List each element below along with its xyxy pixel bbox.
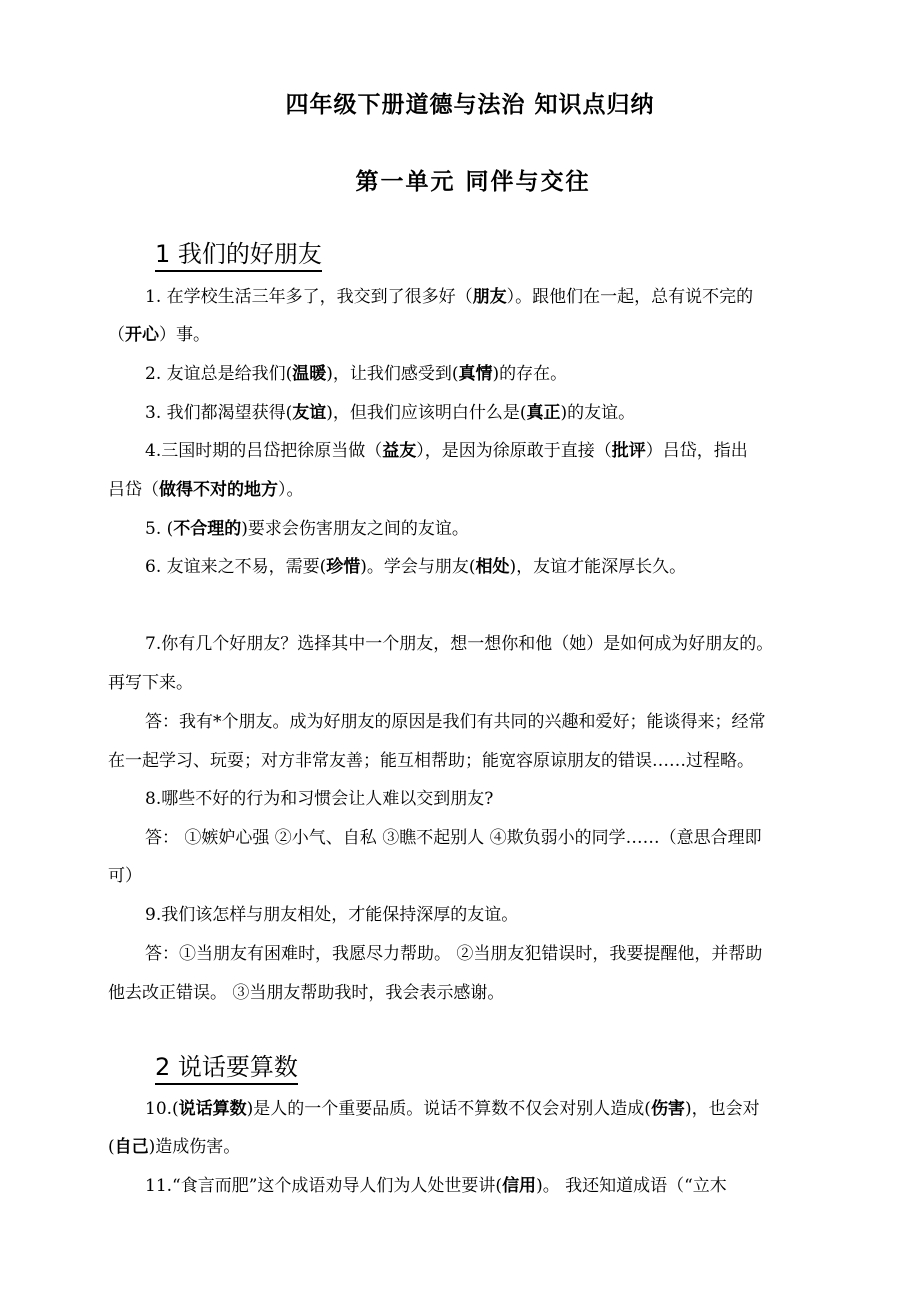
text-segment: 再写下来。 — [108, 673, 193, 693]
text-line — [108, 478, 304, 502]
text-segment: )，但我们应该明白什么是( — [326, 403, 527, 423]
text-segment: )，让我们感受到( — [326, 364, 459, 384]
text-segment: )的存在。 — [492, 364, 568, 384]
text-line — [145, 787, 493, 811]
text-segment: （ — [108, 325, 125, 345]
text-segment: 在一起学习、玩耍；对方非常友善；能互相帮助；能宽容原谅朋友的错误……过程略。 — [108, 751, 754, 771]
text-line — [145, 517, 469, 541]
answer-keyword: 说话算数 — [178, 1099, 247, 1119]
text-segment: 他去改正错误。 ③当朋友帮助我时，我会表示感谢。 — [108, 983, 505, 1003]
text-line — [145, 362, 567, 386]
answer-keyword: 自己 — [114, 1137, 149, 1157]
text-segment: ( — [108, 1137, 115, 1157]
text-segment: )，也会对 — [684, 1099, 760, 1119]
text-segment: )造成伤害。 — [148, 1137, 241, 1157]
answer-keyword: 伤害 — [650, 1099, 685, 1119]
answer-keyword: 温暖 — [292, 364, 327, 384]
text-line — [108, 864, 142, 888]
text-segment: )，友谊才能深厚长久。 — [509, 557, 687, 577]
lesson-2-heading: 2 说话要算数 — [155, 1053, 298, 1085]
text-segment: )。 我还知道成语（“立木 — [536, 1176, 727, 1196]
text-segment: 10.( — [145, 1099, 179, 1119]
answer-keyword: 友谊 — [292, 403, 327, 423]
text-line — [108, 671, 193, 695]
text-segment: 5. ( — [145, 519, 174, 539]
answer-keyword: 相处 — [475, 557, 510, 577]
text-segment: 6. 友谊来之不易，需要( — [145, 557, 327, 577]
answer-keyword: 批评 — [611, 441, 646, 461]
text-line — [108, 1135, 240, 1159]
text-segment: 8.哪些不好的行为和习惯会让人难以交到朋友? — [145, 789, 494, 809]
text-segment: ）。跟他们在一起，总有说不完的 — [506, 287, 754, 307]
text-segment: )的友谊。 — [560, 403, 636, 423]
document-title: 四年级下册道德与法治 知识点归纳 — [285, 92, 655, 118]
text-line — [145, 826, 762, 850]
text-segment: ），是因为徐原敢于直接（ — [416, 441, 612, 461]
text-line — [108, 981, 504, 1005]
answer-keyword: 真情 — [458, 364, 493, 384]
text-line — [145, 942, 762, 966]
text-segment: 3. 我们都渴望获得( — [145, 403, 293, 423]
text-segment: 吕岱（ — [108, 480, 159, 500]
answer-keyword: 开心 — [125, 325, 159, 345]
text-segment: 答： ①嫉妒心强 ②小气、自私 ③瞧不起别人 ④欺负弱小的同学……（意思合理即 — [145, 828, 762, 848]
text-segment: )要求会伤害朋友之间的友谊。 — [241, 519, 469, 539]
answer-keyword: 珍惜 — [326, 557, 361, 577]
text-line — [145, 401, 635, 425]
text-line — [145, 555, 686, 579]
answer-keyword: 真正 — [526, 403, 561, 423]
text-segment: )是人的一个重要品质。说话不算数不仅会对别人造成( — [246, 1099, 651, 1119]
text-line — [145, 903, 518, 927]
text-line — [145, 1174, 727, 1198]
lesson-1-heading: 1 我们的好朋友 — [155, 240, 322, 272]
text-segment: 11.“食言而肥”这个成语劝导人们为人处世要讲( — [145, 1176, 503, 1196]
text-segment: 答：①当朋友有困难时，我愿尽力帮助。 ②当朋友犯错误时，我要提醒他，并帮助 — [145, 944, 763, 964]
text-segment: ）吕岱，指出 — [645, 441, 748, 461]
text-segment: 答：我有*个朋友。成为好朋友的原因是我们有共同的兴趣和爱好；能谈得来；经常 — [145, 712, 766, 732]
text-segment: ）。 — [278, 480, 304, 500]
text-line — [145, 285, 753, 309]
answer-keyword: 不合理的 — [173, 519, 242, 539]
answer-keyword: 信用 — [502, 1176, 537, 1196]
text-line — [108, 749, 754, 773]
text-segment: 9.我们该怎样与朋友相处，才能保持深厚的友谊。 — [145, 905, 519, 925]
text-segment: )。学会与朋友( — [360, 557, 476, 577]
text-segment: 7.你有几个好朋友？选择其中一个朋友，想一想你和他（她）是如何成为好朋友的。 — [145, 634, 774, 654]
text-segment: 4.三国时期的吕岱把徐原当做（ — [145, 441, 383, 461]
text-segment: 1. 在学校生活三年多了，我交到了很多好（ — [145, 287, 473, 307]
answer-keyword: 益友 — [382, 441, 417, 461]
answer-keyword: 做得不对的地方 — [159, 480, 278, 500]
answer-keyword: 朋友 — [472, 287, 507, 307]
text-line — [145, 1097, 760, 1121]
unit-title: 第一单元 同伴与交往 — [355, 169, 591, 195]
text-segment: 可） — [108, 866, 142, 886]
text-segment: 2. 友谊总是给我们( — [145, 364, 293, 384]
text-line — [108, 323, 210, 347]
text-line — [145, 439, 748, 463]
text-line — [145, 710, 766, 734]
text-line — [145, 632, 773, 656]
text-segment: ）事。 — [159, 325, 210, 345]
